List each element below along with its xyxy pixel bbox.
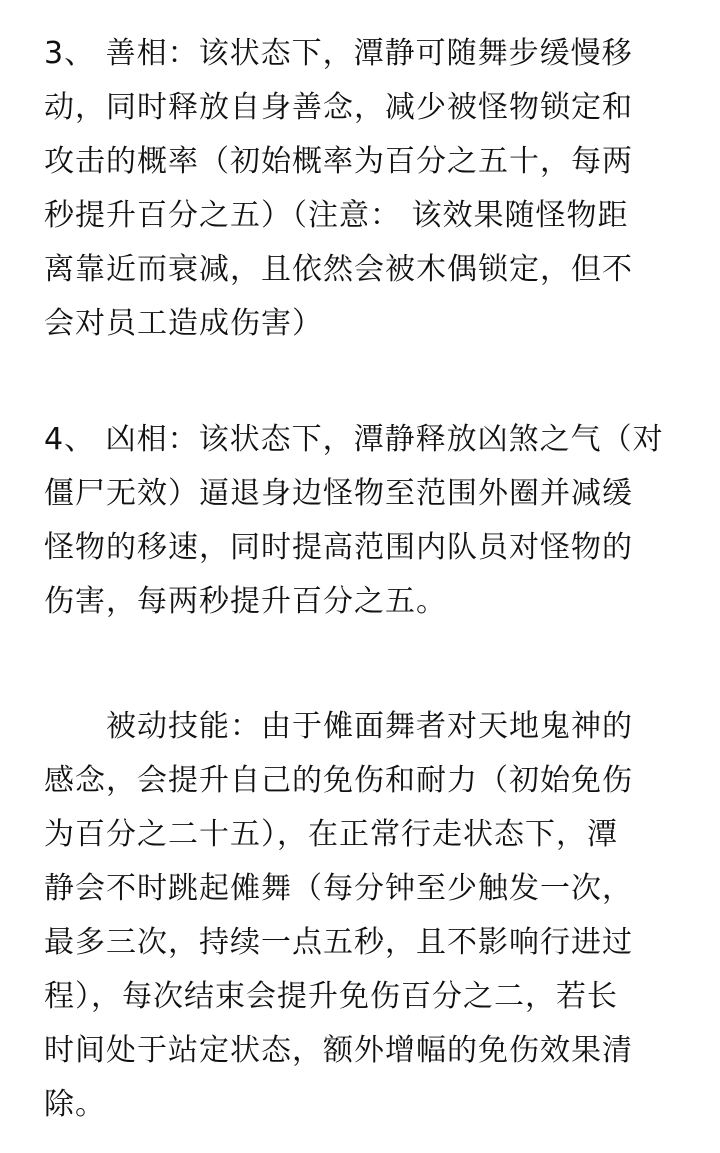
section-4-fierce-aspect <box>44 413 684 629</box>
text-line: 时间处于站定状态，额外增幅的免伤效果清 <box>44 1033 633 1068</box>
text-line: 4、 凶相：该状态下，潭静释放凶煞之气（对 <box>44 422 664 457</box>
text-line: 为百分之二十五），在正常行走状态下，潭 <box>44 817 618 852</box>
text-line: 静会不时跳起傩舞（每分钟至少触发一次， <box>44 871 633 906</box>
text-line: 伤害，每两秒提升百分之五。 <box>44 584 447 619</box>
text-line: 僵尸无效）逼退身边怪物至范围外圈并减缓 <box>44 476 633 511</box>
text-line: 3、 善相：该状态下，潭静可随舞步缓慢移 <box>44 36 633 71</box>
text-line: 离靠近而衰减，且依然会被木偶锁定，但不 <box>44 252 633 287</box>
text-line: 最多三次，持续一点五秒，且不影响行进过 <box>44 925 633 960</box>
text-line: 怪物的移速，同时提高范围内队员对怪物的 <box>44 530 633 565</box>
text-line: 程），每次结束会提升免伤百分之二，若长 <box>44 979 618 1014</box>
section-passive-skill <box>44 700 684 1132</box>
text-line: 动，同时释放自身善念，减少被怪物锁定和 <box>44 90 633 125</box>
text-line: 攻击的概率（初始概率为百分之五十，每两 <box>44 144 633 179</box>
section-3-good-aspect <box>44 27 684 351</box>
text-line: 被动技能：由于傩面舞者对天地鬼神的 <box>44 709 633 744</box>
text-line: 秒提升百分之五）（注意： 该效果随怪物距 <box>44 198 629 233</box>
text-line: 感念，会提升自己的免伤和耐力（初始免伤 <box>44 763 633 798</box>
text-line: 会对员工造成伤害） <box>44 306 323 341</box>
text-line: 除。 <box>44 1087 106 1122</box>
